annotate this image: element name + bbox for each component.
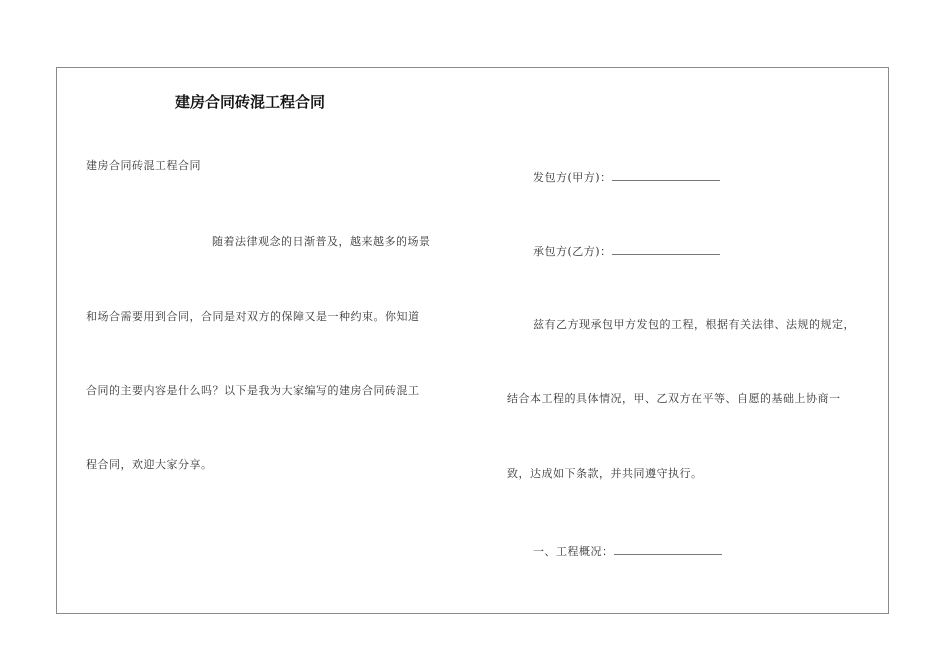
party-b-blank: [612, 243, 720, 255]
right-paragraph-line-3: 致，达成如下条款，并共同遵守执行。: [507, 467, 703, 480]
left-paragraph-line-1: 随着法律观念的日渐普及，越来越多的场景: [212, 235, 431, 248]
section-1-field: [533, 543, 722, 559]
party-a-blank: [612, 169, 720, 181]
party-b-label: 承包方(乙方)：: [533, 245, 612, 258]
section-1-blank: [614, 543, 722, 555]
party-b-field: [533, 243, 720, 259]
left-subtitle: 建房合同砖混工程合同: [86, 159, 201, 172]
document-title: 建房合同砖混工程合同: [175, 93, 326, 111]
section-1-label: 一、工程概况：: [533, 545, 614, 558]
left-paragraph-line-3: 合同的主要内容是什么吗？以下是我为大家编写的建房合同砖混工: [86, 384, 420, 397]
document-page-frame: [56, 67, 889, 614]
right-paragraph-line-2: 结合本工程的具体情况，甲、乙双方在平等、自愿的基础上协商一: [507, 392, 841, 405]
left-paragraph-line-4: 程合同，欢迎大家分享。: [86, 458, 213, 471]
party-a-label: 发包方(甲方)：: [533, 171, 612, 184]
party-a-field: [533, 169, 720, 185]
left-paragraph-line-2: 和场合需要用到合同，合同是对双方的保障又是一种约束。你知道: [86, 310, 420, 323]
right-paragraph-line-1: 兹有乙方现承包甲方发包的工程，根据有关法律、法规的规定，: [533, 318, 855, 331]
